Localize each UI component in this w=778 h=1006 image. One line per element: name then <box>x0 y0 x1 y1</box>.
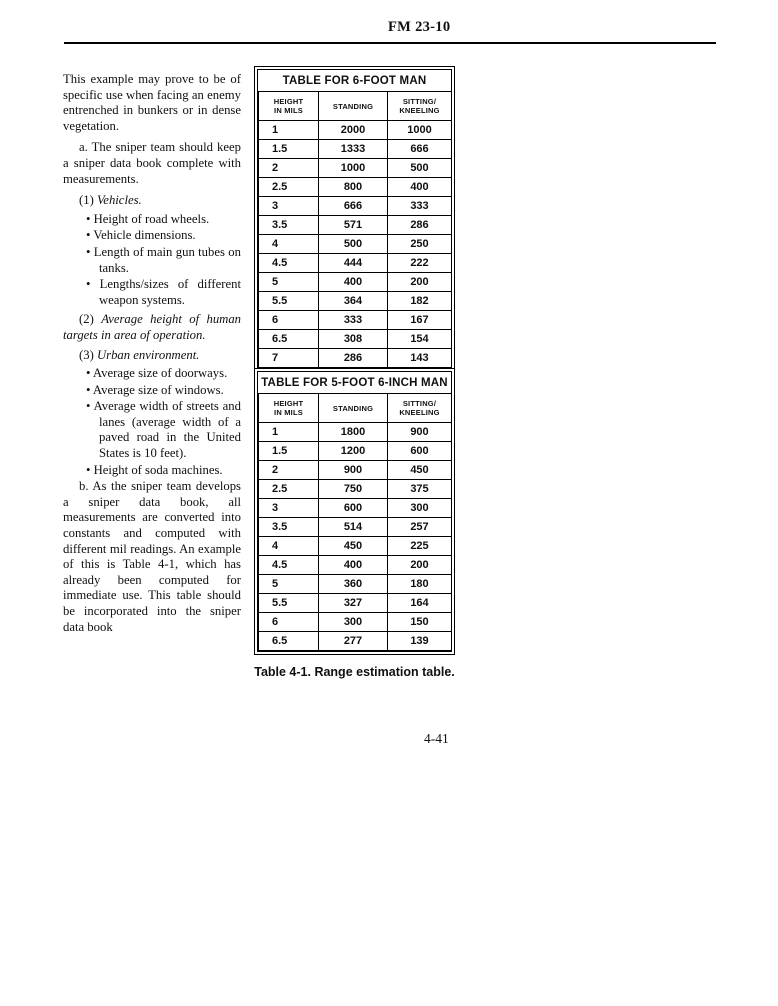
bullet-item: • Average width of streets and lanes (average width of a paved road in the United States is 10 feet). <box>86 399 241 461</box>
table-cell: 164 <box>388 594 452 613</box>
bullet-item: • Average size of doorways. <box>86 366 228 381</box>
header-row <box>259 92 452 121</box>
item-number: (2) <box>79 312 102 327</box>
table-cell: 450 <box>319 537 388 556</box>
table-cell: 4.5 <box>259 556 319 575</box>
table-cell: 222 <box>388 254 452 273</box>
table-cell: 4 <box>259 235 319 254</box>
table-row <box>259 216 452 235</box>
table-cell: 364 <box>319 292 388 311</box>
table-cell: 450 <box>388 461 452 480</box>
table-cell: 375 <box>388 480 452 499</box>
table-row <box>259 613 452 632</box>
numbered-item <box>63 348 241 364</box>
left-column <box>63 72 241 641</box>
table-row <box>259 121 452 140</box>
table-row <box>259 197 452 216</box>
item-text: Urban environment. <box>96 347 200 362</box>
table-title: TABLE FOR 6-FOOT MAN <box>282 75 427 87</box>
table-cell: 2 <box>259 461 319 480</box>
paragraph: a. The sniper team should keep a sniper data book complete with measurements. <box>63 140 241 186</box>
item-number: (1) <box>79 193 97 208</box>
table-row <box>259 159 452 178</box>
table-cell: 2.5 <box>259 178 319 197</box>
table-cell: 5.5 <box>259 292 319 311</box>
tables-panel <box>254 66 455 679</box>
table-cell: 666 <box>319 197 388 216</box>
table-cell: 514 <box>319 518 388 537</box>
table-cell: 1 <box>259 423 319 442</box>
table-cell: 600 <box>319 499 388 518</box>
table-title: TABLE FOR 5-FOOT 6-INCH MAN <box>261 377 448 389</box>
table-cell: 500 <box>388 159 452 178</box>
table-cell: 5 <box>259 273 319 292</box>
table-cell: 7 <box>259 349 319 368</box>
column-header: SITTING/ KNEELING <box>388 92 452 121</box>
table-cell: 2000 <box>319 121 388 140</box>
bullet-item: • Average size of windows. <box>86 382 224 397</box>
table-cell: 327 <box>319 594 388 613</box>
table-cell: 143 <box>388 349 452 368</box>
column-header: HEIGHT IN MILS <box>259 92 319 121</box>
table-cell: 600 <box>388 442 452 461</box>
table-cell: 400 <box>388 178 452 197</box>
item-text: Average height of human targets in area of operation. <box>63 312 242 342</box>
range-table <box>258 91 452 368</box>
table-row <box>259 594 452 613</box>
table-row <box>259 537 452 556</box>
table-cell: 4 <box>259 537 319 556</box>
table-cell: 3 <box>259 197 319 216</box>
table-cell: 167 <box>388 311 452 330</box>
bullet-item: • Height of soda machines. <box>86 462 223 477</box>
table-cell: 257 <box>388 518 452 537</box>
table-cell: 286 <box>388 216 452 235</box>
table-cell: 900 <box>319 461 388 480</box>
table-cell: 571 <box>319 216 388 235</box>
page-header: FM 23-10 <box>388 19 451 35</box>
table-cell: 1200 <box>319 442 388 461</box>
table-cell: 3.5 <box>259 518 319 537</box>
table-cell: 286 <box>319 349 388 368</box>
table-cell: 1.5 <box>259 442 319 461</box>
table-row <box>259 254 452 273</box>
table-cell: 1800 <box>319 423 388 442</box>
table-cell: 2 <box>259 159 319 178</box>
table-cell: 1000 <box>388 121 452 140</box>
table-cell: 3 <box>259 499 319 518</box>
column-header: STANDING <box>319 92 388 121</box>
table-row <box>259 273 452 292</box>
numbered-item <box>63 312 241 343</box>
table-cell: 1333 <box>319 140 388 159</box>
table-cell: 200 <box>388 273 452 292</box>
bullet-item: • Lengths/sizes of different weapon systems. <box>86 277 241 307</box>
table-cell: 333 <box>319 311 388 330</box>
table-row <box>259 556 452 575</box>
table-cell: 6 <box>259 311 319 330</box>
table-cell: 5.5 <box>259 594 319 613</box>
table-row <box>259 349 452 368</box>
table-cell: 150 <box>388 613 452 632</box>
table-cell: 277 <box>319 632 388 651</box>
table-row <box>259 480 452 499</box>
header-row <box>259 394 452 423</box>
table-cell: 225 <box>388 537 452 556</box>
table-cell: 800 <box>319 178 388 197</box>
column-header: SITTING/ KNEELING <box>388 394 452 423</box>
table-cell: 139 <box>388 632 452 651</box>
column-header: HEIGHT IN MILS <box>259 394 319 423</box>
table-cell: 2.5 <box>259 480 319 499</box>
table-cell: 444 <box>319 254 388 273</box>
page-number: 4-41 <box>424 731 449 746</box>
bullet-item: • Vehicle dimensions. <box>86 228 196 243</box>
item-text: Vehicles. <box>96 193 142 208</box>
table-row <box>259 518 452 537</box>
table-cell: 300 <box>388 499 452 518</box>
table-cell: 6.5 <box>259 330 319 349</box>
table-cell: 250 <box>388 235 452 254</box>
table-row <box>259 461 452 480</box>
column-header: STANDING <box>319 394 388 423</box>
table-cell: 6 <box>259 613 319 632</box>
table-row <box>259 140 452 159</box>
table-row <box>259 330 452 349</box>
table-cell: 308 <box>319 330 388 349</box>
bullet-item: • Height of road wheels. <box>86 211 210 226</box>
table-cell: 5 <box>259 575 319 594</box>
table-cell: 182 <box>388 292 452 311</box>
table-row <box>259 178 452 197</box>
table-caption: Table 4-1. Range estimation table. <box>254 665 455 679</box>
table-cell: 500 <box>319 235 388 254</box>
table-cell: 154 <box>388 330 452 349</box>
table-row <box>259 575 452 594</box>
table-cell: 360 <box>319 575 388 594</box>
table-row <box>259 423 452 442</box>
table-cell: 333 <box>388 197 452 216</box>
table-cell: 200 <box>388 556 452 575</box>
table-cell: 400 <box>319 556 388 575</box>
table-row <box>259 292 452 311</box>
table-cell: 300 <box>319 613 388 632</box>
table-cell: 750 <box>319 480 388 499</box>
table-cell: 666 <box>388 140 452 159</box>
bullet-item: • Length of main gun tubes on tanks. <box>86 244 241 275</box>
table-row <box>259 632 452 651</box>
paragraph: b. As the sniper team develops a sniper data book, all measurements are converted into constants and computed with different mil readings. An example of this is Table 4-1, which has already been computed for immediate use. This table should be incorporated into the sniper data book <box>63 479 241 634</box>
table-row <box>259 235 452 254</box>
item-number: (3) <box>79 347 97 362</box>
range-table <box>258 393 452 651</box>
paragraph: This example may prove to be of specific use when facing an enemy entrenched in bunkers or in dense vegetation. <box>63 72 241 133</box>
table-row <box>259 311 452 330</box>
range-table-5-foot-6-inch-man <box>254 368 455 655</box>
table-cell: 4.5 <box>259 254 319 273</box>
table-row <box>259 442 452 461</box>
table-cell: 1.5 <box>259 140 319 159</box>
table-cell: 400 <box>319 273 388 292</box>
table-cell: 900 <box>388 423 452 442</box>
table-cell: 1000 <box>319 159 388 178</box>
table-cell: 6.5 <box>259 632 319 651</box>
table-cell: 180 <box>388 575 452 594</box>
range-table-6-foot-man <box>254 66 455 372</box>
table-cell: 1 <box>259 121 319 140</box>
header-rule <box>64 42 716 44</box>
table-cell: 3.5 <box>259 216 319 235</box>
table-row <box>259 499 452 518</box>
numbered-item <box>63 193 241 209</box>
